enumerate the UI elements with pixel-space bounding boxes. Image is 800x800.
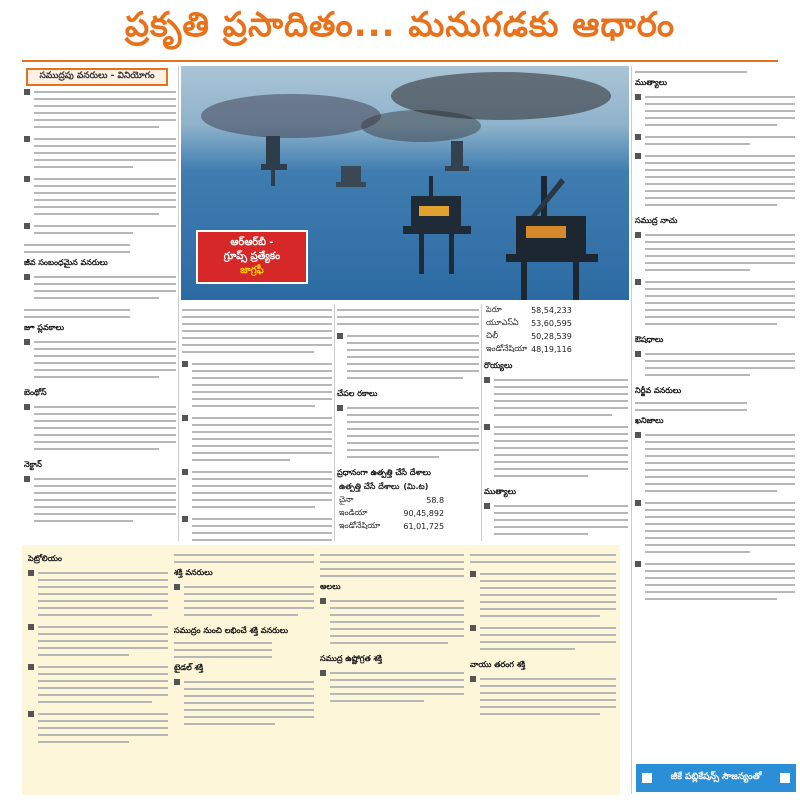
column-divider <box>631 66 632 794</box>
table-cell: 61,01,725 <box>403 522 445 531</box>
heading-ocean-thermal: సముద్ర ఉష్ణోగ్రత శక్తి <box>320 654 383 663</box>
table-cell: 50,28,539 <box>531 332 572 341</box>
badge-line-1: ఆర్‌ఆర్‌బీ - <box>230 237 274 248</box>
section-label: సముద్రపు వనరులు - వినియోగం <box>26 68 168 86</box>
column-5 <box>635 66 795 760</box>
heading-wave-energy: వాయు తరంగ శక్తి <box>470 660 526 669</box>
table-row <box>337 520 446 533</box>
sponsor-banner <box>636 764 796 792</box>
sponsor-text: జీకే పబ్లికేషన్స్ సౌజన్యంతో <box>670 772 762 782</box>
production-table-header-country: ఉత్పత్తి చేసే దేశాలు <box>339 482 400 491</box>
heading-production: ప్రధానంగా ఉత్పత్తి చేసే దేశాలు <box>337 468 431 477</box>
table-cell: చిలీ <box>486 331 498 340</box>
column-divider <box>178 66 179 541</box>
column-divider <box>334 304 335 541</box>
heading-seaweed: సముద్ర నాచు <box>635 216 678 225</box>
table-row <box>337 494 446 507</box>
table-row <box>484 330 574 343</box>
heading-energy: శక్తి వనరులు <box>174 568 213 577</box>
column-1 <box>24 86 176 541</box>
heading-zooplankton: జూ ప్లవకాలు <box>24 323 65 332</box>
table-cell: యూఎస్ఏ <box>486 318 519 327</box>
heading-abiotic: నిర్జీవ వనరులు <box>635 386 682 395</box>
headline-rule <box>22 60 778 62</box>
table-cell: 90,45,892 <box>403 509 445 518</box>
badge-line-2: గ్రూప్స్ ప్రత్యేకం <box>223 251 281 262</box>
column-divider <box>481 304 482 541</box>
table-cell: ఇండోనేషియా <box>339 521 381 530</box>
heading-medicine: ఔషధాలు <box>635 335 664 344</box>
table-row <box>484 304 574 317</box>
heading-marine-energy: సముద్రం నుంచి లభించే శక్తి వనరులు <box>174 626 289 635</box>
heading-benthos: బెంథోస్ <box>24 388 47 397</box>
heading-petroleum: పెట్రోలియం <box>28 554 62 563</box>
bottom-column-3 <box>320 549 464 791</box>
table-row <box>484 343 574 356</box>
table-cell: 48,19,116 <box>531 345 572 354</box>
series-badge <box>196 230 308 284</box>
heading-prawns: రొయ్యలు <box>484 361 513 370</box>
badge-line-3: జాగ్రఫీ <box>240 265 264 276</box>
heading-waves: అలలు <box>320 582 341 591</box>
bottom-column-4 <box>470 549 616 791</box>
square-icon <box>780 773 790 783</box>
heading-minerals: ఖనిజాలు <box>635 416 664 425</box>
table-cell: 53,60,595 <box>531 319 572 328</box>
table-cell: ఇండోనేషియా <box>486 344 528 353</box>
table-cell: చైనా <box>339 495 354 504</box>
heading-pearls: ముత్యాలు <box>484 487 517 496</box>
headline: ప్రకృతి ప్రసాదితం... మనుగడకు ఆధారం <box>124 5 676 45</box>
table-cell: 58.8 <box>426 496 445 505</box>
heading-pearls-right: ముత్యాలు <box>635 78 668 87</box>
column-3 <box>337 304 479 541</box>
table-cell: పెరూ <box>486 305 502 314</box>
production-table-header-unit: (మి.ట) <box>403 482 429 491</box>
bottom-column-2 <box>174 549 314 791</box>
heading-nekton: నెక్టాన్ <box>24 460 42 469</box>
table-cell: ఇండియా <box>339 508 368 517</box>
bottom-section <box>22 545 620 795</box>
column-4 <box>484 304 628 541</box>
table-row <box>337 507 446 520</box>
production-table <box>337 481 446 533</box>
heading-biotic: జీవ సంబంధమైన వనరులు <box>24 258 108 267</box>
bottom-column-1 <box>28 549 168 791</box>
heading-fishing: చేపల రకాలు <box>337 389 378 398</box>
fish-table <box>484 304 574 356</box>
table-cell: 58,54,233 <box>531 306 572 315</box>
column-2 <box>182 304 332 541</box>
table-row <box>484 317 574 330</box>
heading-tide: టైడల్ శక్తి <box>174 663 204 672</box>
square-icon <box>642 773 652 783</box>
